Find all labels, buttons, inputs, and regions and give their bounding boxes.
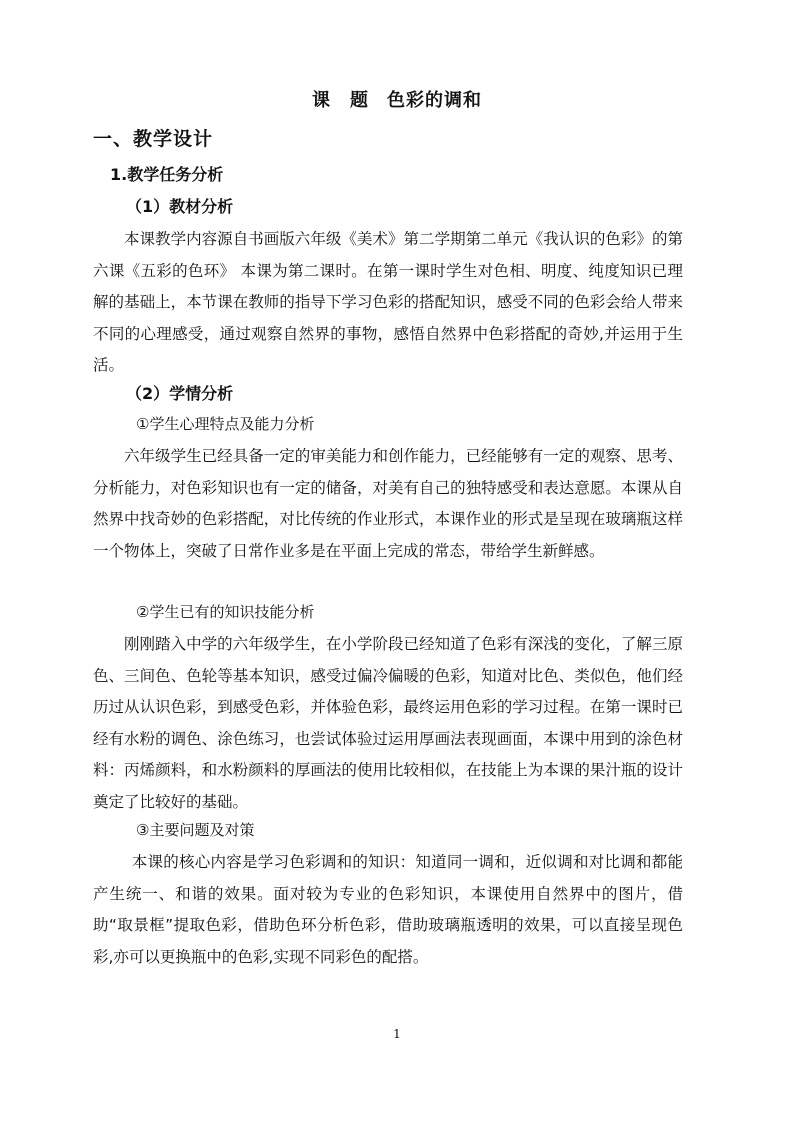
main-problems-heading: ③主要问题及对策 [136, 821, 255, 839]
lesson-title [0, 86, 794, 112]
psychology-ability-heading: ①学生心理特点及能力分析 [136, 415, 315, 433]
textbook-analysis-heading: （1）教材分析 [126, 197, 234, 216]
lesson-title-prefix: 课 题 [312, 90, 369, 111]
textbook-analysis-paragraph: 本课教学内容源自书画版六年级《美术》第二学期第二单元《我认识的色彩》的第六课《五彩的色环》 本课为第二课时。在第一课时学生对色相、明度、纯度知识已理解的基础上，本节课在教师的指导下学习色彩的搭配知识，感受不同的色彩会给人带来不同的心理感受，通过观察自然界的事物，感悟自然界中色彩搭配的奇妙,并运用于生活。 [93, 230, 683, 374]
main-problems-paragraph: 本课的核心内容是学习色彩调和的知识：知道同一调和，近似调和对比调和都能产生统一、和谐的效果。面对较为专业的色彩知识，本课使用自然界中的图片，借助“取景框”提取色彩，借助色环分析色彩，借助玻璃瓶透明的效果，可以直接呈现色彩,亦可以更换瓶中的色彩,实现不同彩色的配搭。 [93, 853, 683, 966]
psychology-ability-paragraph: 六年级学生已经具备一定的审美能力和创作能力，已经能够有一定的观察、思考、分析能力，对色彩知识也有一定的储备，对美有自己的独特感受和表达意愿。本课从自然界中找奇妙的色彩搭配，对比传统的作业形式，本课作业的形式是呈现在玻璃瓶这样一个物体上，突破了日常作业多是在平面上完成的常态，带给学生新鲜感。 [93, 447, 683, 560]
student-analysis-heading: （2）学情分析 [126, 384, 234, 403]
existing-skills-paragraph: 刚刚踏入中学的六年级学生，在小学阶段已经知道了色彩有深浅的变化，了解三原色、三间色、色轮等基本知识，感受过偏冷偏暖的色彩，知道对比色、类似色，他们经历过从认识色彩，到感受色彩，并体验色彩，最终运用色彩的学习过程。在第一课时已经有水粉的调色、涂色练习，也尝试体验过运用厚画法表现画面，本课中用到的涂色材料：丙烯颜料，和水粉颜料的厚画法的使用比较相似，在技能上为本课的果汁瓶的设计奠定了比较好的基础。 [93, 635, 683, 811]
existing-skills-heading: ②学生已有的知识技能分析 [136, 603, 315, 621]
page-number: 1 [393, 1027, 401, 1041]
section-heading: 一、教学设计 [93, 128, 214, 150]
lesson-title-main: 色彩的调和 [387, 90, 482, 111]
subsection-heading: 1.教学任务分析 [110, 165, 224, 184]
